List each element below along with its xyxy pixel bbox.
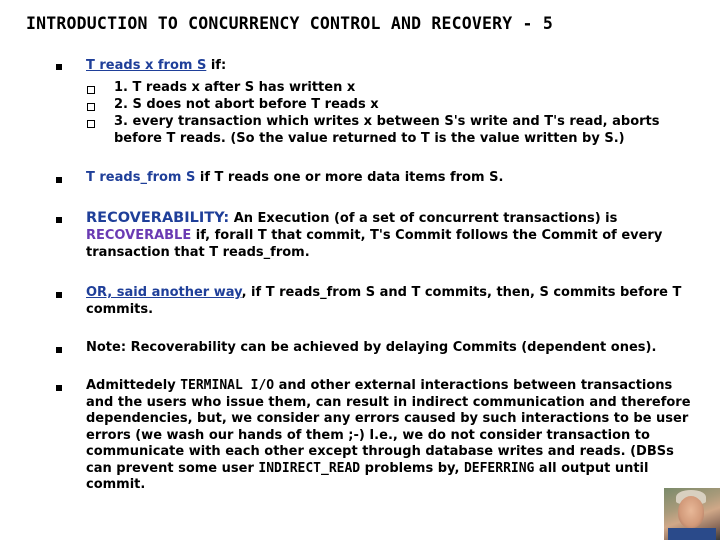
photo-face (678, 496, 704, 528)
photo-shirt (668, 528, 716, 540)
recoverability-heading: RECOVERABILITY: (86, 210, 230, 226)
page-title: INTRODUCTION TO CONCURRENCY CONTROL AND RECOVERY - 5 (26, 14, 553, 33)
bullet-recoverability: RECOVERABILITY: An Execution (of a set of concurrent transactions) is RECOVERABLE if, forall T that commit, T's Commit follows the Commit of every transaction that T reads_from. (86, 210, 663, 260)
sub-bullet-icon (87, 103, 95, 111)
author-photo (664, 488, 720, 540)
bullet-reads-from-definition: T reads x from S if: (86, 58, 227, 73)
reads-from-link[interactable]: T reads x from S (86, 58, 207, 73)
bullet-icon (56, 217, 62, 223)
sub-item-3: 3. every transaction which writes x between S's write and T's read, aborts before T reads. (So the value returned to T is the value written by S.) (114, 114, 660, 146)
bullet-icon (56, 64, 62, 70)
bullet-reads-from-sets: T reads_from S if T reads one or more data items from S. (86, 170, 504, 185)
sub-item-2: 2. S does not abort before T reads x (114, 97, 379, 112)
another-way-link[interactable]: OR, said another way (86, 285, 242, 300)
bullet-terminal-io: Admittedely TERMINAL I/O and other external interactions between transactions and the users who issue them, can result in indirect communication and therefore dependencies, but, we consider any errors caused by such interactions to be user errors (we wash our hands of them ;-) I.e., we do not consider transaction to communicate with each other except through database writes and reads. (DBSs can prevent some user INDIRECT_READ problems by, DEFERRING all output until commit. (86, 378, 691, 492)
sub-item-1: 1. T reads x after S has written x (114, 80, 356, 95)
bullet-icon (56, 292, 62, 298)
bullet-another-way: OR, said another way, if T reads_from S and T commits, then, S commits before T commits. (86, 285, 682, 317)
bullet-note: Note: Recoverability can be achieved by delaying Commits (dependent ones). (86, 340, 657, 355)
sub-bullet-icon (87, 120, 95, 128)
bullet-icon (56, 385, 62, 391)
sub-bullet-icon (87, 86, 95, 94)
bullet-icon (56, 347, 62, 353)
bullet-icon (56, 177, 62, 183)
